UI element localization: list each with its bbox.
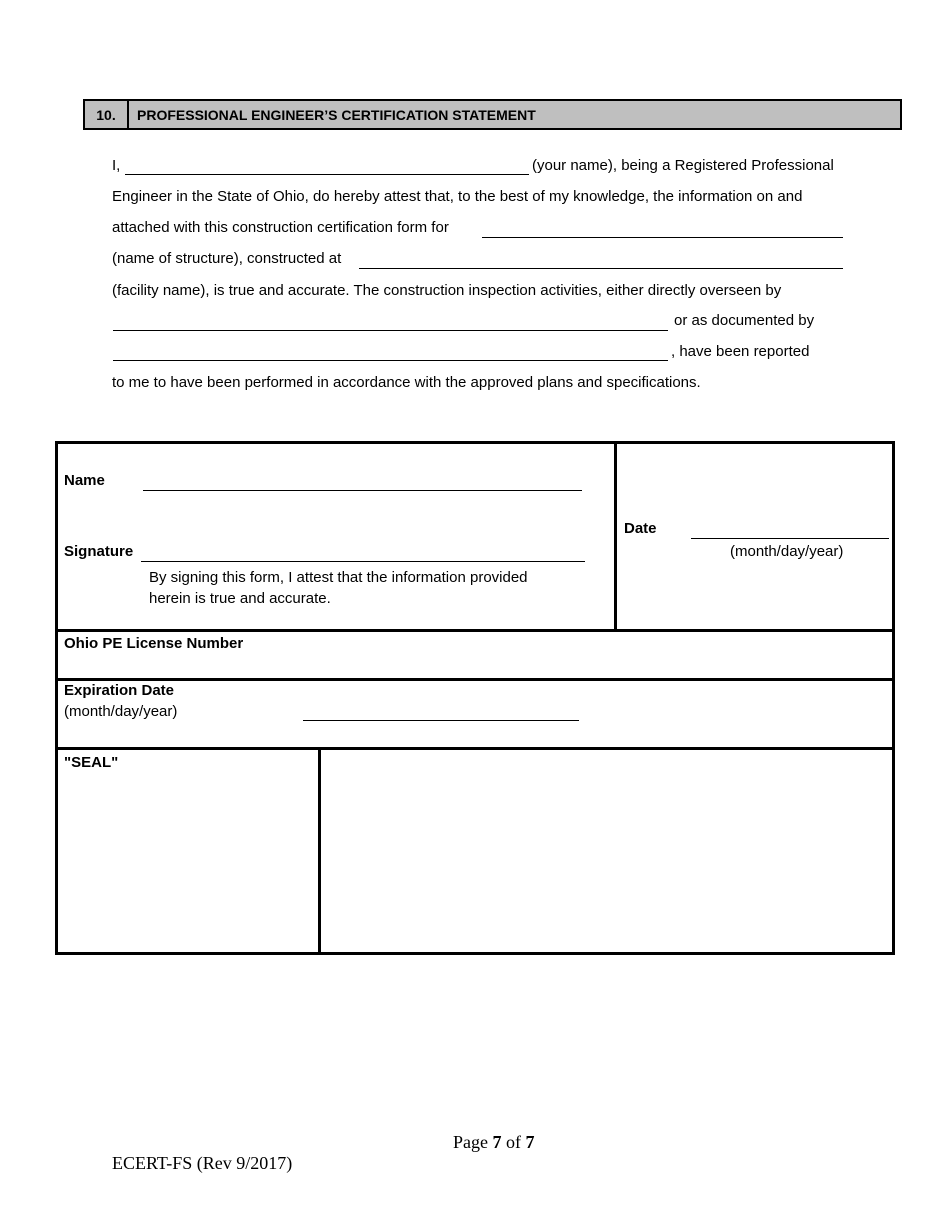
name-field[interactable] [143, 490, 582, 491]
your-name-field[interactable] [125, 174, 529, 175]
attest-line-1: By signing this form, I attest that the information provided [149, 569, 528, 586]
date-label: Date [624, 520, 657, 537]
date-format-hint: (month/day/year) [730, 543, 844, 560]
seal-area [321, 750, 892, 952]
statement-line-7-suffix: , have been reported [671, 343, 810, 360]
license-number-label: Ohio PE License Number [64, 635, 244, 652]
page-current: 7 [492, 1132, 502, 1152]
attest-line-2: herein is true and accurate. [149, 590, 331, 607]
page-of: of [501, 1132, 526, 1152]
structure-name-field[interactable] [482, 237, 843, 238]
section-header [83, 99, 902, 130]
section-number: 10. [85, 101, 129, 128]
page-indicator [453, 1132, 535, 1152]
divider [55, 678, 895, 681]
expiration-date-label: Expiration Date [64, 682, 175, 699]
documented-by-field[interactable] [113, 360, 668, 361]
seal-label: "SEAL" [64, 754, 119, 771]
signature-label: Signature [64, 543, 134, 560]
statement-line-2: Engineer in the State of Ohio, do hereby attest that, to the best of my knowledge, the information on and [112, 188, 803, 205]
statement-line-3: attached with this construction certification form for [112, 219, 449, 236]
page-total: 7 [525, 1132, 535, 1152]
statement-line-6-suffix: or as documented by [674, 312, 815, 329]
form-code: ECERT-FS (Rev 9/2017) [112, 1153, 293, 1173]
facility-name-field[interactable] [359, 268, 843, 269]
section-title: PROFESSIONAL ENGINEER’S CERTIFICATION STATEMENT [137, 106, 536, 123]
page-prefix: Page [453, 1132, 493, 1152]
expiration-format-hint: (month/day/year) [64, 703, 178, 720]
expiration-date-field[interactable] [303, 720, 579, 721]
statement-line-8: to me to have been performed in accordance with the approved plans and specifications. [112, 374, 701, 391]
statement-your-name-suffix: (your name), being a Registered Professional [532, 157, 834, 174]
statement-line-4: (name of structure), constructed at [112, 250, 342, 267]
overseen-by-field[interactable] [113, 330, 668, 331]
signature-field[interactable] [141, 561, 585, 562]
statement-line-5: (facility name), is true and accurate. The construction inspection activities, either directly overseen by [112, 282, 782, 299]
divider [55, 629, 895, 632]
divider [614, 441, 617, 631]
statement-prefix: I, [112, 157, 121, 174]
date-field[interactable] [691, 538, 889, 539]
name-label: Name [64, 472, 105, 489]
